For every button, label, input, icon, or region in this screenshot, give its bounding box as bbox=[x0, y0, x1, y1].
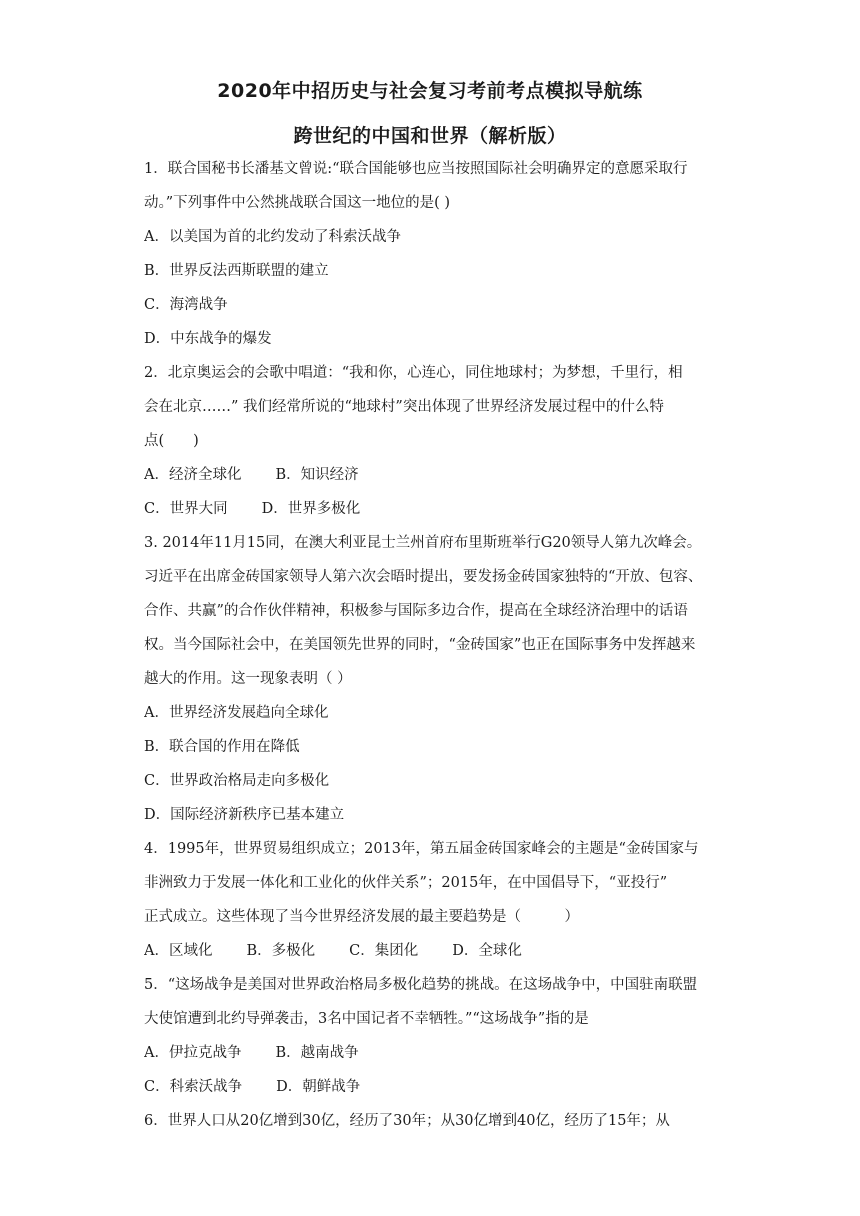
question-3-stem-line: 合作、共赢”的合作伙伴精神，积极参与国际多边合作，提高在全球经济治理中的话语 bbox=[144, 603, 688, 619]
question-4-option-d: D．全球化 bbox=[452, 943, 522, 959]
question-1-option-d: D．中东战争的爆发 bbox=[144, 331, 272, 347]
question-5-option-c: C．科索沃战争 bbox=[144, 1079, 243, 1095]
question-5-option-b: B．越南战争 bbox=[275, 1045, 359, 1061]
question-4-stem-line: 非洲致力于发展一体化和工业化的伙伴关系”；2015年，在中国倡导下，“亚投行” bbox=[144, 875, 668, 891]
question-1-option-b: B．世界反法西斯联盟的建立 bbox=[144, 263, 329, 279]
question-2-option-d: D．世界多极化 bbox=[261, 501, 361, 517]
question-2-stem-line: 会在北京……” 我们经常所说的“地球村”突出体现了世界经济发展过程中的什么特 bbox=[144, 399, 664, 415]
question-4-options-row bbox=[144, 934, 719, 968]
question-3-stem-line: 权。当今国际社会中，在美国领先世界的同时，“金砖国家”也正在国际事务中发挥越来 bbox=[144, 637, 696, 653]
question-3-option-b: B．联合国的作用在降低 bbox=[144, 739, 300, 755]
question-2-options-row bbox=[144, 492, 719, 526]
question-5-options-row bbox=[144, 1070, 719, 1104]
question-4-option-b: B．多极化 bbox=[246, 943, 316, 959]
question-2-option-c: C．世界大同 bbox=[144, 501, 228, 517]
question-2-option-b: B．知识经济 bbox=[275, 467, 359, 483]
question-5-stem-line: 5．“这场战争是美国对世界政治格局多极化趋势的挑战。在这场战争中，中国驻南联盟 bbox=[144, 977, 698, 993]
question-2-stem-line: 2．北京奥运会的会歌中唱道：“我和你，心连心，同住地球村；为梦想，千里行，相 bbox=[144, 365, 683, 381]
question-1-option-a: A．以美国为首的北约发动了科索沃战争 bbox=[144, 229, 401, 245]
question-4-option-a: A．区域化 bbox=[144, 943, 213, 959]
question-6-stem-line: 6．世界人口从20亿增到30亿，经历了30年；从30亿增到40亿，经历了15年；从 bbox=[144, 1113, 670, 1129]
question-1-option-c: C．海湾战争 bbox=[144, 297, 228, 313]
question-5-options-row bbox=[144, 1036, 719, 1070]
question-4-stem-line: 4．1995年，世界贸易组织成立；2013年，第五届金砖国家峰会的主题是“金砖国家与 bbox=[144, 841, 699, 857]
question-5-option-d: D．朝鲜战争 bbox=[276, 1079, 361, 1095]
question-3-stem-line: 习近平在出席金砖国家领导人第六次会晤时提出，要发扬金砖国家独特的“开放、包容、 bbox=[144, 569, 703, 585]
question-3-option-a: A．世界经济发展趋向全球化 bbox=[144, 705, 329, 721]
question-2-stem-line: 点( ) bbox=[144, 433, 199, 449]
question-3-stem-line: 3. 2014年11月15同，在澳大利亚昆士兰州首府布里斯班举行G20领导人第九次峰会。 bbox=[144, 535, 702, 551]
question-3-option-d: D．国际经济新秩序已基本建立 bbox=[144, 807, 345, 823]
question-4-stem-line: 正式成立。这些体现了当今世界经济发展的最主要趋势是（ ） bbox=[144, 909, 579, 925]
question-5-option-a: A．伊拉克战争 bbox=[144, 1045, 242, 1061]
question-4-option-c: C．集团化 bbox=[349, 943, 419, 959]
question-2-options-row bbox=[144, 458, 719, 492]
question-1-stem-line: 动。”下列事件中公然挑战联合国这一地位的是( ) bbox=[144, 195, 451, 211]
question-list bbox=[144, 152, 719, 1138]
question-1-stem-line: 1．联合国秘书长潘基文曾说:“联合国能够也应当按照国际社会明确界定的意愿采取行 bbox=[144, 161, 688, 177]
question-3-option-c: C．世界政治格局走向多极化 bbox=[144, 773, 330, 789]
document-subtitle: 跨世纪的中国和世界（解析版） bbox=[293, 125, 567, 147]
question-5-stem-line: 大使馆遭到北约导弹袭击，3名中国记者不幸牺牲。”“这场战争”指的是 bbox=[144, 1011, 589, 1027]
document-title: 2020年中招历史与社会复习考前考点模拟导航练 bbox=[217, 80, 643, 102]
question-3-stem-line: 越大的作用。这一现象表明（ ） bbox=[144, 671, 352, 687]
question-2-option-a: A．经济全球化 bbox=[144, 467, 242, 483]
